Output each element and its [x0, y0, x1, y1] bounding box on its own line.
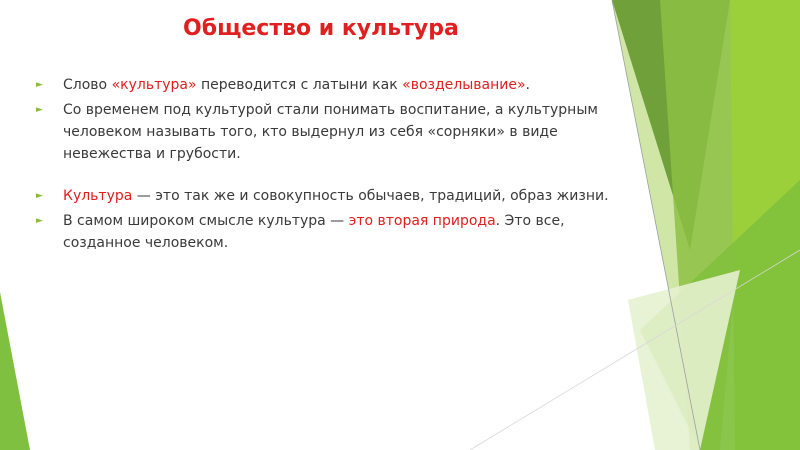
bullet-marker-icon: ► [36, 80, 43, 90]
bullet-1-highlight-1: «культура» [111, 77, 197, 93]
slide-title: Общество и культура [183, 16, 459, 41]
bullet-marker-icon: ► [36, 191, 43, 201]
bullet-marker-icon: ► [36, 216, 43, 226]
bullet-item-3 [36, 185, 636, 207]
bullet-3-text: — это так же и совокупность обычаев, традиций, образ жизни. [132, 188, 609, 204]
bullet-marker-icon: ► [36, 105, 43, 115]
bullet-1-highlight-2: «возделывание» [402, 77, 526, 93]
bullet-3-highlight: Культура [63, 188, 133, 204]
bullet-4-text-1: В самом широком смысле культура — [63, 213, 349, 229]
bullet-1-text-3: . [525, 77, 530, 93]
bullet-1-text-2: переводится с латыни как [196, 77, 403, 93]
bullet-1-text-1: Слово [63, 77, 112, 93]
bullet-item-4 [36, 210, 636, 254]
bullet-2-text: Со временем под культурой стали понимать воспитание, а культурным человеком называть того, кто выдернул из себя «сорняки» в виде невежества и грубости. [63, 102, 598, 162]
bullet-4-text-2: . Это все, созданное человеком. [63, 213, 565, 251]
bullet-item-1 [36, 74, 636, 96]
bullet-4-highlight: это вторая природа [348, 213, 496, 229]
bullet-list [36, 74, 636, 257]
left-green-sliver [0, 292, 30, 450]
bullet-item-2 [36, 99, 636, 165]
